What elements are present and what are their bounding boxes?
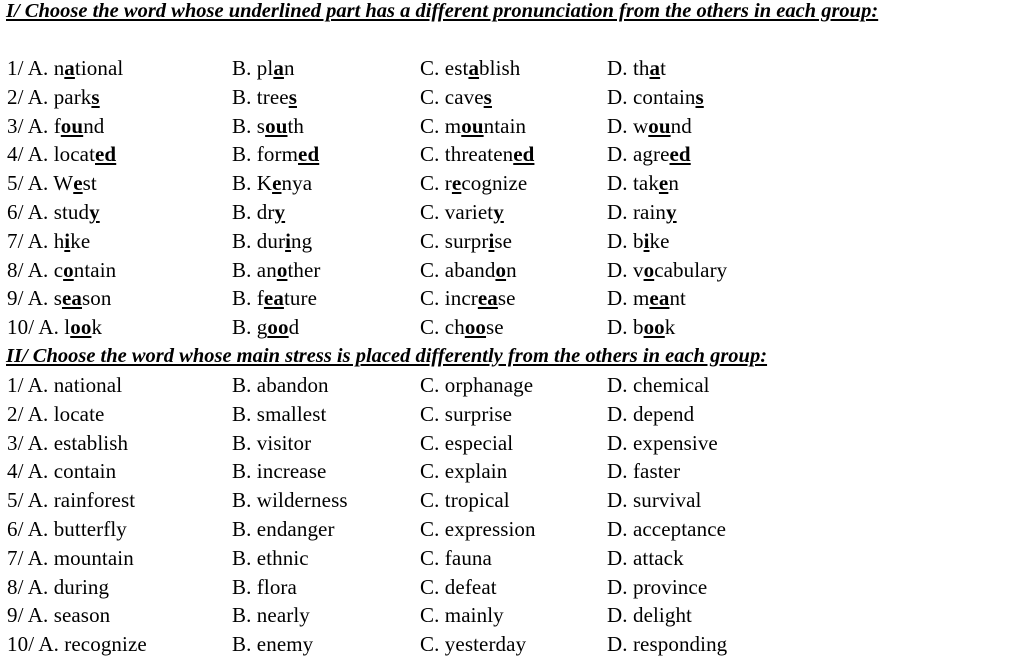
word-part: ke — [649, 228, 670, 253]
option-b — [232, 54, 295, 82]
word-part: cognize — [461, 171, 528, 196]
option-c — [420, 313, 504, 341]
option-d: D. depend — [607, 401, 695, 426]
word-part: son — [82, 286, 112, 311]
word-part: C. surpr — [420, 228, 489, 253]
underlined-part: ou — [265, 113, 288, 138]
option-b: B. enemy — [232, 632, 314, 657]
option-a: 2/ A. locate — [7, 401, 105, 426]
question-row — [0, 515, 1024, 544]
option-b — [232, 169, 312, 197]
option-a — [7, 54, 123, 82]
word-part: nya — [281, 171, 313, 196]
option-a: 4/ A. contain — [7, 459, 117, 484]
underlined-part: ed — [513, 142, 535, 167]
option-c — [420, 198, 504, 226]
option-a — [7, 284, 111, 312]
word-part: 9/ A. s — [7, 286, 62, 311]
option-b — [232, 313, 299, 341]
question-row — [0, 284, 1024, 313]
option-d — [607, 227, 670, 255]
word-part: C. est — [420, 56, 469, 80]
option-d — [607, 256, 727, 284]
word-part: 6/ A. stud — [7, 200, 90, 224]
option-b — [232, 198, 285, 226]
word-part: 2/ A. park — [7, 84, 92, 109]
option-a — [7, 256, 116, 284]
option-c — [420, 284, 516, 312]
question-row — [0, 198, 1024, 227]
option-a — [7, 83, 100, 111]
word-part: C. ch — [420, 315, 465, 340]
word-part: C. m — [420, 113, 462, 138]
option-d: D. attack — [607, 545, 684, 570]
option-b: B. visitor — [232, 430, 312, 455]
underlined-part: s — [288, 84, 297, 109]
word-part: th — [287, 113, 305, 138]
underlined-part: y — [89, 200, 100, 224]
word-part: ture — [283, 286, 317, 311]
question-row — [0, 169, 1024, 198]
option-c: C. tropical — [420, 488, 510, 513]
underlined-part: i — [285, 228, 292, 253]
option-a — [7, 227, 90, 255]
question-row — [0, 400, 1024, 429]
option-b: B. increase — [232, 459, 327, 484]
word-part: B. dr — [232, 200, 275, 224]
underlined-part: s — [483, 84, 492, 109]
underlined-part: i — [64, 228, 71, 253]
option-b — [232, 140, 319, 168]
word-part: k — [664, 315, 676, 340]
underlined-part: y — [493, 200, 504, 224]
option-c — [420, 169, 527, 197]
underlined-part: e — [73, 171, 83, 196]
underlined-part: e — [658, 171, 669, 196]
option-a: 3/ A. establish — [7, 430, 129, 455]
underlined-part: oo — [643, 315, 665, 340]
word-part: B. tree — [232, 84, 289, 109]
word-part: B. an — [232, 257, 277, 282]
option-c — [420, 54, 520, 82]
word-part: 7/ A. h — [7, 228, 65, 253]
option-a: 5/ A. rainforest — [7, 488, 136, 513]
option-b: B. flora — [232, 574, 297, 599]
option-d — [607, 169, 679, 197]
word-part: cabulary — [654, 257, 728, 282]
underlined-part: ea — [649, 286, 670, 311]
option-b — [232, 227, 312, 255]
underlined-part: e — [451, 171, 462, 196]
option-b: B. endanger — [232, 517, 335, 541]
underlined-part: a — [64, 56, 75, 80]
underlined-part: e — [272, 171, 282, 196]
option-d — [607, 140, 691, 168]
underlined-part: s — [695, 84, 704, 109]
section1-heading: I/ Choose the word whose underlined part has a different pronunciation from the others in each group: — [6, 0, 879, 22]
option-c — [420, 227, 512, 255]
word-part: n — [283, 56, 295, 80]
word-part: B. f — [232, 286, 264, 311]
word-part: se — [497, 286, 516, 311]
option-a — [7, 112, 104, 140]
underlined-part: ed — [95, 142, 117, 167]
question-row — [0, 457, 1024, 486]
option-b: B. smallest — [232, 401, 327, 426]
option-d — [607, 54, 666, 82]
underlined-part: o — [643, 257, 655, 282]
question-row — [0, 256, 1024, 285]
underlined-part: ea — [477, 286, 498, 311]
word-part: blish — [479, 56, 521, 80]
option-c: C. defeat — [420, 574, 497, 599]
underlined-part: oo — [267, 315, 289, 340]
word-part: C. cave — [420, 84, 484, 109]
option-d — [607, 83, 704, 111]
underlined-part: i — [488, 228, 495, 253]
underlined-part: ou — [648, 113, 671, 138]
option-d: D. province — [607, 574, 708, 599]
option-c: C. especial — [420, 430, 514, 455]
option-b: B. ethnic — [232, 545, 309, 570]
question-row — [0, 54, 1024, 83]
word-part: ntain — [73, 257, 117, 282]
option-b — [232, 112, 304, 140]
word-part: k — [91, 315, 103, 340]
underlined-part: o — [495, 257, 507, 282]
option-a: 7/ A. mountain — [7, 545, 134, 570]
word-part: C. aband — [420, 257, 496, 282]
question-row — [0, 630, 1024, 659]
word-part: D. b — [607, 228, 644, 253]
option-d: D. expensive — [607, 430, 718, 455]
word-part: D. th — [607, 56, 650, 80]
word-part: 4/ A. locat — [7, 142, 96, 167]
word-part: ng — [291, 228, 313, 253]
section2-heading: II/ Choose the word whose main stress is placed differently from the others in each group: — [6, 345, 768, 367]
underlined-part: y — [666, 200, 677, 224]
option-c: C. fauna — [420, 545, 492, 570]
underlined-part: s — [91, 84, 100, 109]
question-row — [0, 112, 1024, 141]
word-part: B. K — [232, 171, 273, 196]
word-part: nd — [83, 113, 105, 138]
underlined-part: oo — [70, 315, 92, 340]
word-part: se — [486, 315, 504, 340]
question-row — [0, 573, 1024, 602]
question-row — [0, 371, 1024, 400]
option-d: D. responding — [607, 632, 728, 657]
underlined-part: y — [274, 200, 286, 224]
option-c: C. surprise — [420, 401, 513, 426]
option-a — [7, 169, 97, 197]
word-part: 1/ A. n — [7, 56, 65, 80]
option-a — [7, 198, 100, 226]
question-row — [0, 140, 1024, 169]
option-a — [7, 140, 116, 168]
option-c: C. mainly — [420, 603, 504, 628]
underlined-part: ea — [263, 286, 284, 311]
option-b: B. nearly — [232, 603, 310, 628]
underlined-part: ea — [61, 286, 82, 311]
word-part: tional — [74, 56, 124, 80]
word-part: C. incr — [420, 286, 478, 311]
underlined-part: a — [468, 56, 480, 80]
word-part: nd — [670, 113, 692, 138]
underlined-part: a — [649, 56, 661, 80]
word-part: D. w — [607, 113, 649, 138]
option-b: B. wilderness — [232, 488, 348, 513]
word-part: 3/ A. f — [7, 113, 61, 138]
word-part: 5/ A. W — [7, 171, 74, 196]
option-c: C. expression — [420, 517, 536, 541]
underlined-part: ed — [298, 142, 320, 167]
question-row — [0, 83, 1024, 112]
option-b — [232, 256, 321, 284]
word-part: C. threaten — [420, 142, 514, 167]
word-part: D. v — [607, 257, 644, 282]
option-d: D. delight — [607, 603, 692, 628]
option-b — [232, 284, 317, 312]
word-part: B. pl — [232, 56, 274, 80]
word-part: C. variet — [420, 200, 494, 224]
option-a: 9/ A. season — [7, 603, 111, 628]
word-part: D. m — [607, 286, 650, 311]
question-row — [0, 544, 1024, 573]
underlined-part: ou — [461, 113, 484, 138]
word-part: ntain — [483, 113, 527, 138]
word-part: 10/ A. l — [7, 315, 71, 340]
word-part: nt — [669, 286, 686, 311]
option-a — [7, 313, 102, 341]
word-part: C. r — [420, 171, 452, 196]
word-part: D. contain — [607, 84, 696, 109]
option-b: B. abandon — [232, 373, 329, 397]
word-part: n — [668, 171, 679, 196]
word-part: st — [82, 171, 97, 196]
underlined-part: o — [63, 257, 74, 282]
word-part: B. form — [232, 142, 299, 167]
word-part: B. s — [232, 113, 266, 138]
option-c — [420, 83, 492, 111]
option-d: D. acceptance — [607, 517, 727, 541]
question-row — [0, 429, 1024, 458]
underlined-part: ed — [669, 142, 691, 167]
underlined-part: i — [643, 228, 650, 253]
question-row — [0, 601, 1024, 630]
word-part: D. tak — [607, 171, 659, 196]
option-d — [607, 112, 692, 140]
question-row — [0, 313, 1024, 342]
option-d: D. faster — [607, 459, 681, 484]
underlined-part: oo — [464, 315, 487, 340]
option-d: D. survival — [607, 488, 702, 513]
option-d: D. chemical — [607, 373, 710, 397]
option-a: 1/ A. national — [7, 373, 123, 397]
question-row — [0, 227, 1024, 256]
underlined-part: o — [276, 257, 288, 282]
word-part: se — [494, 228, 513, 253]
word-part: D. agre — [607, 142, 670, 167]
word-part: D. rain — [607, 200, 667, 224]
option-a: 8/ A. during — [7, 574, 110, 599]
option-c: C. yesterday — [420, 632, 527, 657]
option-d — [607, 313, 675, 341]
option-c — [420, 140, 534, 168]
option-c — [420, 112, 526, 140]
word-part: n — [506, 257, 517, 282]
option-b — [232, 83, 297, 111]
option-d — [607, 284, 686, 312]
question-row — [0, 486, 1024, 515]
underlined-part: a — [273, 56, 284, 80]
word-part: ke — [70, 228, 91, 253]
option-a: 6/ A. butterfly — [7, 517, 127, 541]
option-a: 10/ A. recognize — [7, 632, 147, 657]
word-part: D. b — [607, 315, 644, 340]
option-c — [420, 256, 517, 284]
word-part: 8/ A. c — [7, 257, 64, 282]
option-c: C. orphanage — [420, 373, 534, 397]
word-part: ther — [287, 257, 321, 282]
option-c: C. explain — [420, 459, 508, 484]
word-part: B. g — [232, 315, 268, 340]
word-part: t — [660, 56, 667, 80]
underlined-part: ou — [60, 113, 84, 138]
word-part: d — [288, 315, 300, 340]
word-part: B. dur — [232, 228, 286, 253]
option-d — [607, 198, 677, 226]
